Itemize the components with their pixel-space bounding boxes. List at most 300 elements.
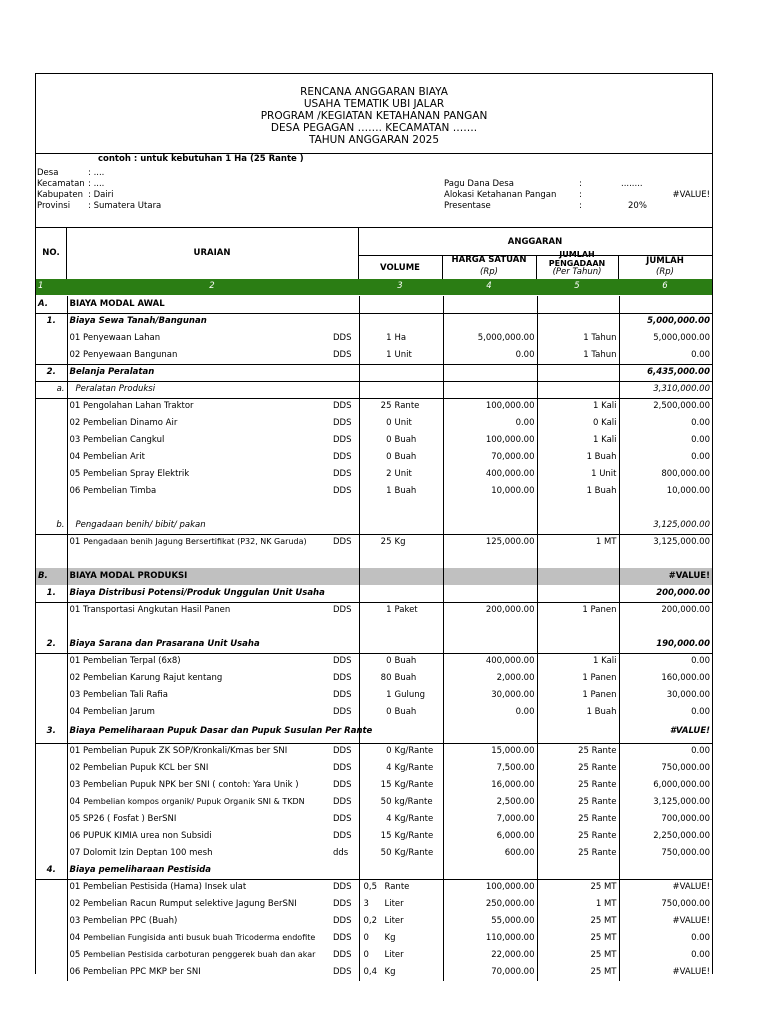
volume-unit: Unit bbox=[394, 469, 412, 479]
table-row bbox=[36, 466, 712, 483]
row-description bbox=[67, 585, 331, 602]
row-total: 200,000.00 bbox=[619, 602, 712, 619]
volume-qty: 0 bbox=[386, 707, 392, 717]
header-anggaran: ANGGARAN bbox=[507, 237, 563, 247]
row-source: DDS bbox=[331, 483, 359, 500]
row-description bbox=[67, 828, 331, 845]
volume-unit: Buah bbox=[394, 435, 417, 445]
row-price: 600.00 bbox=[443, 845, 537, 862]
row-text: 02 Pembelian Dinamo Air bbox=[69, 418, 178, 428]
row-number bbox=[36, 330, 67, 347]
row-text: BIAYA MODAL AWAL bbox=[69, 298, 165, 309]
row-number bbox=[36, 964, 67, 981]
row-volume bbox=[359, 794, 443, 811]
row-volume bbox=[359, 296, 443, 313]
row-source: DDS bbox=[331, 330, 359, 347]
info-value: : .... bbox=[88, 179, 105, 189]
row-volume bbox=[359, 585, 443, 602]
row-total: 200,000.00 bbox=[656, 587, 710, 598]
row-price: 250,000.00 bbox=[443, 896, 537, 913]
row-text: 04 Pembelian Arit bbox=[69, 452, 145, 462]
row-volume bbox=[359, 449, 443, 466]
row-number bbox=[36, 347, 67, 364]
volume-qty: 15 bbox=[380, 780, 392, 790]
row-frequency: 1 Kali bbox=[537, 398, 619, 415]
table-row bbox=[36, 602, 712, 619]
table-row bbox=[36, 347, 712, 364]
row-volume bbox=[359, 313, 443, 330]
row-description bbox=[67, 398, 331, 415]
row-price bbox=[443, 721, 537, 743]
header-no: NO. bbox=[42, 248, 60, 258]
row-price: 10,000.00 bbox=[443, 483, 537, 500]
row-text: 03 Pembelian PPC (Buah) bbox=[69, 916, 178, 926]
row-total: #VALUE! bbox=[619, 568, 712, 585]
volume-qty: 0,2 bbox=[363, 916, 378, 926]
row-price: 70,000.00 bbox=[443, 964, 537, 981]
volume-qty: 0 bbox=[386, 418, 392, 428]
row-total: 0.00 bbox=[691, 418, 710, 428]
row-price bbox=[443, 517, 537, 534]
info-value: #VALUE! bbox=[672, 190, 710, 200]
title-line: TAHUN ANGGARAN 2025 bbox=[308, 134, 439, 146]
row-price bbox=[443, 500, 537, 517]
row-total: 3,310,000.00 bbox=[619, 381, 712, 398]
volume-qty: 0 bbox=[386, 452, 392, 462]
row-number bbox=[36, 619, 67, 636]
row-number: B. bbox=[36, 568, 67, 585]
col-number: 3 bbox=[397, 281, 403, 291]
volume-unit: Liter bbox=[384, 899, 404, 909]
row-source: dds bbox=[331, 845, 359, 862]
row-total: 0.00 bbox=[691, 933, 710, 943]
row-source: DDS bbox=[331, 794, 359, 811]
row-text: 02 Penyewaan Bangunan bbox=[69, 349, 178, 360]
volume-qty: 0 bbox=[363, 950, 369, 960]
table-row bbox=[36, 947, 712, 964]
title-line: PROGRAM /KEGIATAN KETAHANAN PANGAN bbox=[260, 110, 488, 122]
row-number bbox=[36, 500, 67, 517]
row-description bbox=[67, 845, 331, 862]
row-price: 6,000.00 bbox=[443, 828, 537, 845]
budget-sheet bbox=[35, 73, 713, 977]
info-colon: : bbox=[579, 179, 582, 189]
table-row bbox=[36, 330, 712, 347]
info-label: Presentase bbox=[444, 201, 491, 211]
row-price: 22,000.00 bbox=[443, 947, 537, 964]
row-text: 05 Pembelian Spray Elektrik bbox=[69, 469, 190, 479]
row-frequency: 25 Rante bbox=[537, 828, 619, 845]
row-price: 0.00 bbox=[443, 704, 537, 721]
row-price bbox=[443, 364, 537, 381]
row-price: 16,000.00 bbox=[443, 777, 537, 794]
row-text: 03 Pembelian Tali Rafia bbox=[69, 690, 168, 700]
row-volume bbox=[359, 913, 443, 930]
row-description bbox=[67, 862, 331, 879]
volume-unit: Kg/Rante bbox=[394, 763, 434, 773]
row-frequency: 1 Unit bbox=[537, 466, 619, 483]
row-price bbox=[443, 313, 537, 330]
header-harga-unit: (Rp) bbox=[480, 267, 498, 277]
row-text: 01 Penyewaan Lahan bbox=[69, 333, 161, 343]
row-description bbox=[67, 330, 331, 347]
info-value: : Sumatera Utara bbox=[88, 201, 162, 211]
table-row bbox=[36, 913, 712, 930]
volume-unit: Kg/Rante bbox=[394, 848, 434, 858]
row-source bbox=[331, 364, 359, 381]
row-description bbox=[67, 432, 331, 449]
volume-qty: 25 bbox=[380, 537, 392, 548]
row-frequency bbox=[537, 313, 619, 330]
col-number: 6 bbox=[662, 281, 668, 291]
row-source bbox=[331, 381, 359, 398]
row-source: DDS bbox=[331, 466, 359, 483]
row-text: Belanja Peralatan bbox=[69, 367, 155, 377]
row-volume bbox=[359, 551, 443, 568]
row-frequency: 25 MT bbox=[537, 964, 619, 981]
row-volume bbox=[359, 534, 443, 551]
row-total: 3,125,000.00 bbox=[653, 797, 710, 807]
volume-qty: 15 bbox=[380, 831, 392, 841]
row-source bbox=[331, 585, 359, 602]
volume-qty: 0,4 bbox=[363, 967, 378, 977]
row-total: 700,000.00 bbox=[661, 814, 710, 824]
row-number bbox=[36, 551, 67, 568]
row-price bbox=[443, 381, 537, 398]
row-price bbox=[443, 296, 537, 313]
row-source: DDS bbox=[331, 534, 359, 551]
row-source: DDS bbox=[331, 415, 359, 432]
row-price: 15,000.00 bbox=[443, 743, 537, 760]
row-total: 0.00 bbox=[691, 950, 710, 960]
row-volume bbox=[359, 862, 443, 879]
info-colon: : bbox=[579, 190, 582, 200]
volume-unit: Rante bbox=[384, 882, 410, 893]
info-colon: : bbox=[579, 201, 582, 211]
table-row bbox=[36, 845, 712, 862]
row-price bbox=[443, 568, 537, 585]
volume-unit: Buah bbox=[394, 452, 417, 462]
volume-qty: 0 bbox=[386, 746, 392, 757]
row-source: DDS bbox=[331, 760, 359, 777]
col-number: 2 bbox=[209, 281, 215, 291]
column-number-row bbox=[36, 279, 712, 295]
row-price: 30,000.00 bbox=[443, 687, 537, 704]
volume-unit: Buah bbox=[394, 486, 417, 496]
row-volume bbox=[359, 964, 443, 981]
row-total: 0.00 bbox=[619, 743, 712, 760]
row-frequency: 1 Tahun bbox=[537, 347, 619, 364]
volume-unit: Gulung bbox=[394, 690, 426, 700]
table-row bbox=[36, 585, 712, 602]
row-description bbox=[67, 653, 331, 670]
table-row bbox=[36, 398, 712, 415]
row-description bbox=[67, 466, 331, 483]
row-text: Biaya Distribusi Potensi/Produk Unggulan Unit Usaha bbox=[69, 587, 325, 598]
row-number bbox=[36, 415, 67, 432]
row-price: 55,000.00 bbox=[443, 913, 537, 930]
table-row bbox=[36, 794, 712, 811]
row-price: 2,500.00 bbox=[443, 794, 537, 811]
volume-qty: 0 bbox=[386, 435, 392, 445]
row-frequency: 0 Kali bbox=[537, 415, 619, 432]
row-source bbox=[331, 862, 359, 879]
info-label: Provinsi bbox=[37, 201, 71, 211]
row-description bbox=[67, 879, 331, 896]
header-jumlah-pengadaan: JUMLAH PENGADAAN bbox=[548, 250, 606, 268]
volume-qty: 4 bbox=[386, 814, 392, 824]
row-source bbox=[331, 568, 359, 585]
row-volume bbox=[359, 828, 443, 845]
info-label: Kabupaten bbox=[37, 190, 83, 200]
row-frequency bbox=[537, 619, 619, 636]
row-frequency bbox=[537, 381, 619, 398]
row-source: DDS bbox=[331, 432, 359, 449]
row-price: 100,000.00 bbox=[443, 432, 537, 449]
row-description bbox=[67, 913, 331, 930]
row-text: 06 Pembelian Timba bbox=[69, 486, 157, 496]
volume-unit: Rante bbox=[394, 401, 420, 412]
row-volume bbox=[359, 636, 443, 653]
row-volume bbox=[359, 415, 443, 432]
row-volume bbox=[359, 947, 443, 964]
row-volume bbox=[359, 602, 443, 619]
table-row bbox=[36, 568, 712, 585]
row-source bbox=[331, 619, 359, 636]
row-frequency: 1 Panen bbox=[537, 687, 619, 704]
row-text: 07 Dolomit Izin Deptan 100 mesh bbox=[69, 848, 213, 858]
info-label: Desa bbox=[37, 168, 59, 178]
row-code: 04 bbox=[69, 932, 81, 943]
table-row bbox=[36, 964, 712, 981]
row-frequency: 1 MT bbox=[537, 896, 619, 913]
row-total: 30,000.00 bbox=[666, 690, 710, 700]
table-row bbox=[36, 432, 712, 449]
row-price: 200,000.00 bbox=[443, 602, 537, 619]
row-source bbox=[331, 636, 359, 653]
row-frequency: 25 Rante bbox=[537, 743, 619, 760]
row-text: Pengadaan benih/ bibit/ pakan bbox=[75, 519, 206, 530]
row-description bbox=[67, 704, 331, 721]
row-volume bbox=[359, 811, 443, 828]
table-row bbox=[36, 364, 712, 381]
row-volume bbox=[359, 364, 443, 381]
row-number bbox=[36, 947, 67, 964]
title-line: USAHA TEMATIK UBI JALAR bbox=[303, 98, 445, 110]
row-total: 160,000.00 bbox=[661, 673, 710, 683]
row-number bbox=[36, 483, 67, 500]
header-volume: VOLUME bbox=[380, 263, 420, 273]
row-text: 02 Pembelian Racun Rumput selektive Jagung BerSNI bbox=[69, 899, 297, 909]
row-frequency: 25 Rante bbox=[537, 794, 619, 811]
row-text: 03 Pembelian Pupuk NPK ber SNI ( contoh: Yara Unik ) bbox=[69, 780, 299, 790]
header-jumlah: JUMLAH bbox=[646, 256, 684, 266]
volume-unit: Kg/Rante bbox=[394, 831, 434, 841]
volume-qty: 1 bbox=[386, 349, 392, 360]
volume-qty: 0 bbox=[363, 933, 369, 943]
volume-qty: 2 bbox=[386, 469, 392, 479]
table-row bbox=[36, 777, 712, 794]
table-row bbox=[36, 760, 712, 777]
info-label: Kecamatan bbox=[37, 179, 85, 189]
table-row bbox=[36, 483, 712, 500]
row-text: Pembelian Fungisida anti busuk buah Tricoderma endofite bbox=[83, 933, 316, 942]
row-description bbox=[67, 517, 331, 534]
table-row bbox=[36, 743, 712, 760]
col-number: 5 bbox=[574, 281, 580, 291]
row-frequency bbox=[537, 551, 619, 568]
row-text: 05 SP26 ( Fosfat ) BerSNI bbox=[69, 814, 177, 824]
row-frequency: 1 Tahun bbox=[537, 330, 619, 347]
volume-qty: 1 bbox=[386, 690, 392, 700]
row-text: Biaya Sarana dan Prasarana Unit Usaha bbox=[69, 638, 260, 649]
header-jumlah-pengadaan-unit: (Per Tahun) bbox=[552, 267, 602, 277]
info-value: : Dairi bbox=[88, 190, 114, 200]
row-total: 6,000,000.00 bbox=[653, 780, 710, 790]
table-row bbox=[36, 670, 712, 687]
row-number: 1. bbox=[36, 313, 67, 330]
row-frequency bbox=[537, 568, 619, 585]
row-number bbox=[36, 760, 67, 777]
row-source: DDS bbox=[331, 828, 359, 845]
row-frequency: 1 Panen bbox=[537, 602, 619, 619]
row-text: Pengadaan benih Jagung Bersertifikat (P32, NK Garuda) bbox=[83, 537, 307, 547]
document-title bbox=[36, 74, 712, 154]
table-row bbox=[36, 896, 712, 913]
row-total: 6,435,000.00 bbox=[619, 364, 712, 381]
row-frequency bbox=[537, 500, 619, 517]
row-number bbox=[36, 534, 67, 551]
row-frequency bbox=[537, 585, 619, 602]
row-description bbox=[67, 930, 331, 947]
row-number bbox=[36, 687, 67, 704]
table-row bbox=[36, 296, 712, 313]
row-description bbox=[67, 670, 331, 687]
table-row bbox=[36, 879, 712, 896]
row-price: 110,000.00 bbox=[443, 930, 537, 947]
volume-unit: Kg bbox=[384, 967, 396, 977]
row-text: 01 Pembelian Terpal (6x8) bbox=[69, 656, 181, 667]
row-total bbox=[619, 619, 712, 636]
row-total bbox=[619, 296, 712, 313]
table-row bbox=[36, 619, 712, 636]
row-price: 400,000.00 bbox=[443, 653, 537, 670]
volume-unit: Kg/Rante bbox=[394, 746, 434, 757]
volume-unit: Liter bbox=[384, 950, 404, 960]
row-volume bbox=[359, 845, 443, 862]
row-frequency: 1 Panen bbox=[537, 670, 619, 687]
row-code: 04 bbox=[69, 796, 81, 807]
row-price: 5,000,000.00 bbox=[443, 330, 537, 347]
row-text: 06 PUPUK KIMIA urea non Subsidi bbox=[69, 831, 212, 841]
row-volume bbox=[359, 330, 443, 347]
table-row bbox=[36, 862, 712, 879]
row-total: 5,000,000.00 bbox=[653, 333, 710, 343]
row-total: 750,000.00 bbox=[661, 848, 710, 858]
row-price: 400,000.00 bbox=[443, 466, 537, 483]
row-description bbox=[67, 381, 331, 398]
row-volume bbox=[359, 879, 443, 896]
row-volume bbox=[359, 568, 443, 585]
row-price bbox=[443, 862, 537, 879]
row-frequency: 25 Rante bbox=[537, 760, 619, 777]
row-description bbox=[67, 619, 331, 636]
volume-qty: 25 bbox=[380, 401, 392, 412]
row-volume bbox=[359, 704, 443, 721]
budget-table bbox=[36, 296, 712, 981]
row-description bbox=[67, 964, 331, 981]
row-text: Biaya Pemeliharaan Pupuk Dasar dan Pupuk Susulan Per Rante bbox=[69, 726, 373, 737]
row-description bbox=[67, 296, 331, 313]
volume-unit: Ha bbox=[394, 333, 407, 343]
row-source: DDS bbox=[331, 687, 359, 704]
row-description bbox=[67, 313, 331, 330]
row-text: 01 Pembelian Pestisida (Hama) Insek ulat bbox=[69, 882, 247, 893]
row-total: #VALUE! bbox=[669, 726, 710, 737]
row-number bbox=[36, 777, 67, 794]
row-description bbox=[67, 415, 331, 432]
row-total: 10,000.00 bbox=[666, 486, 710, 496]
table-row bbox=[36, 687, 712, 704]
row-number bbox=[36, 879, 67, 896]
row-volume bbox=[359, 653, 443, 670]
col-number: 4 bbox=[486, 281, 492, 291]
row-frequency: 25 MT bbox=[537, 913, 619, 930]
volume-unit: Kg bbox=[394, 537, 406, 548]
row-number bbox=[36, 670, 67, 687]
info-value: 20% bbox=[628, 201, 647, 211]
row-frequency: 25 Rante bbox=[537, 811, 619, 828]
row-frequency bbox=[537, 721, 619, 743]
row-total: 5,000,000.00 bbox=[619, 313, 712, 330]
row-description bbox=[67, 896, 331, 913]
row-total: #VALUE! bbox=[619, 879, 712, 896]
row-description bbox=[67, 947, 331, 964]
row-number bbox=[36, 828, 67, 845]
row-source bbox=[331, 551, 359, 568]
table-row bbox=[36, 381, 712, 398]
row-volume bbox=[359, 381, 443, 398]
row-source: DDS bbox=[331, 811, 359, 828]
table-row bbox=[36, 704, 712, 721]
volume-unit: Paket bbox=[394, 605, 418, 616]
row-source bbox=[331, 517, 359, 534]
volume-qty: 1 bbox=[386, 605, 392, 616]
row-description bbox=[67, 534, 331, 551]
row-number: 1. bbox=[36, 585, 67, 602]
row-number bbox=[36, 794, 67, 811]
row-price bbox=[443, 551, 537, 568]
row-number bbox=[36, 653, 67, 670]
volume-unit: Kg/Rante bbox=[394, 780, 434, 790]
volume-qty: 1 bbox=[386, 333, 392, 343]
table-row bbox=[36, 828, 712, 845]
row-frequency bbox=[537, 364, 619, 381]
row-total: 0.00 bbox=[691, 707, 710, 717]
row-number bbox=[36, 845, 67, 862]
row-total: 2,250,000.00 bbox=[653, 831, 710, 841]
row-total bbox=[619, 500, 712, 517]
row-text: 01 Pengolahan Lahan Traktor bbox=[69, 401, 194, 412]
row-volume bbox=[359, 670, 443, 687]
row-description bbox=[67, 811, 331, 828]
row-description bbox=[67, 551, 331, 568]
row-number bbox=[36, 449, 67, 466]
row-description bbox=[67, 500, 331, 517]
volume-qty: 80 bbox=[380, 673, 392, 683]
row-frequency: 1 Buah bbox=[537, 704, 619, 721]
row-total: 190,000.00 bbox=[656, 638, 710, 649]
